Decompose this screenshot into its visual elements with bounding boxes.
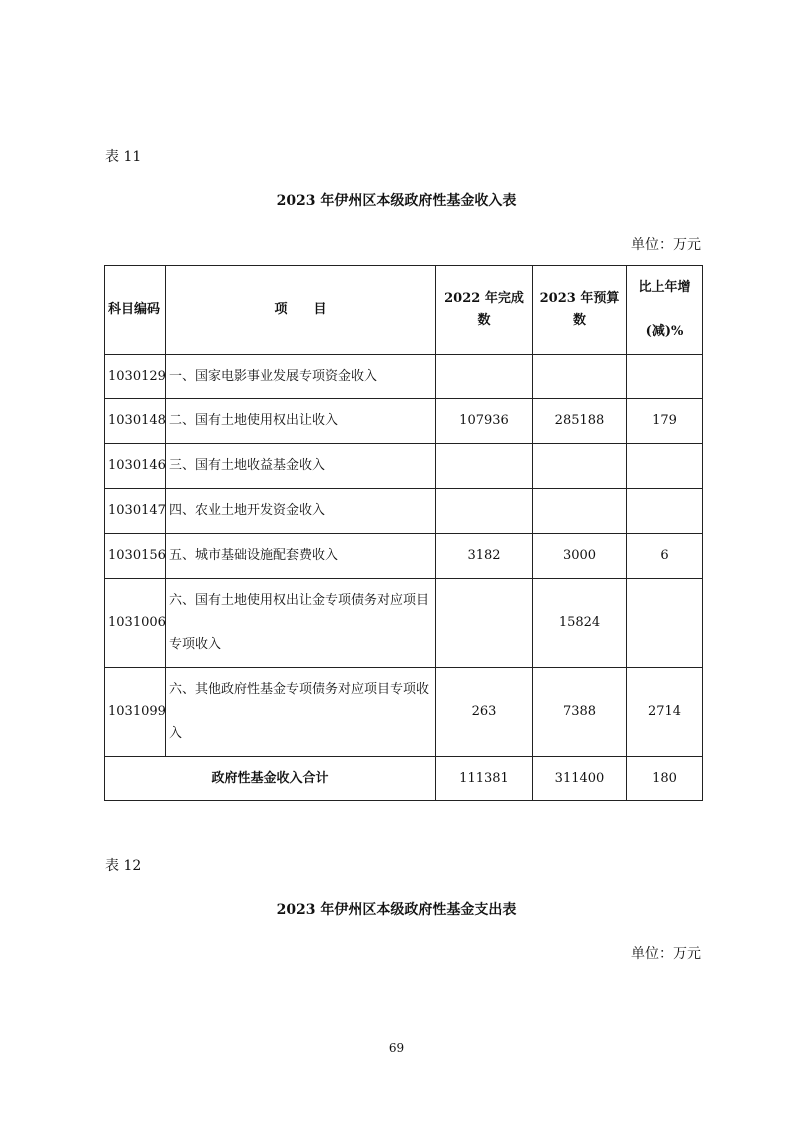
- table12-unit: 单位：万元: [631, 946, 701, 962]
- row-completed-2022: 3182: [436, 534, 533, 579]
- row-budget-2023: [533, 444, 627, 489]
- row-item: 四、农业土地开发资金收入: [166, 489, 436, 534]
- row-code: 1030148: [105, 399, 166, 444]
- table-row: [105, 668, 703, 757]
- row-change-pct: 2714: [627, 668, 703, 757]
- revenue-table: [104, 265, 703, 801]
- row-change-pct: [627, 444, 703, 489]
- row-item: 一、国家电影事业发展专项资金收入: [166, 355, 436, 399]
- header-budget-2023: 2023 年预算数: [533, 266, 627, 355]
- header-item: 项 目: [166, 266, 436, 355]
- row-code: 1030146: [105, 444, 166, 489]
- table-row: [105, 579, 703, 668]
- row-completed-2022: 263: [436, 668, 533, 757]
- total-completed-2022: 111381: [436, 757, 533, 801]
- row-budget-2023: [533, 489, 627, 534]
- row-item: 三、国有土地收益基金收入: [166, 444, 436, 489]
- page-number: 69: [388, 1041, 405, 1055]
- row-completed-2022: [436, 579, 533, 668]
- table12-title: 2023 年伊州区本级政府性基金支出表: [276, 902, 517, 918]
- row-change-pct: [627, 579, 703, 668]
- row-budget-2023: [533, 355, 627, 399]
- row-budget-2023: 285188: [533, 399, 627, 444]
- table12-label: 表 12: [105, 858, 142, 874]
- row-code: 1030129: [105, 355, 166, 399]
- table11-label: 表 11: [105, 149, 142, 165]
- table11-title: 2023 年伊州区本级政府性基金收入表: [276, 193, 517, 209]
- total-budget-2023: 311400: [533, 757, 627, 801]
- total-label: 政府性基金收入合计: [105, 757, 436, 801]
- header-row: [105, 266, 703, 355]
- row-change-pct: 6: [627, 534, 703, 579]
- row-item: 五、城市基础设施配套费收入: [166, 534, 436, 579]
- row-change-pct: [627, 355, 703, 399]
- row-completed-2022: [436, 489, 533, 534]
- total-change-pct: 180: [627, 757, 703, 801]
- row-completed-2022: [436, 444, 533, 489]
- table-row: [105, 444, 703, 489]
- row-code: 1030156: [105, 534, 166, 579]
- row-budget-2023: 3000: [533, 534, 627, 579]
- table-row: [105, 355, 703, 399]
- table-row: [105, 399, 703, 444]
- header-change-pct: 比上年增(减)%: [627, 266, 703, 355]
- row-code: 1031006: [105, 579, 166, 668]
- row-completed-2022: 107936: [436, 399, 533, 444]
- table-row: [105, 489, 703, 534]
- total-row: [105, 757, 703, 801]
- row-item: 六、国有土地使用权出让金专项债务对应项目专项收入: [166, 579, 436, 668]
- row-completed-2022: [436, 355, 533, 399]
- row-code: 1031099: [105, 668, 166, 757]
- row-budget-2023: 15824: [533, 579, 627, 668]
- table11-unit: 单位：万元: [631, 237, 701, 253]
- row-item: 六、其他政府性基金专项债务对应项目专项收入: [166, 668, 436, 757]
- row-change-pct: [627, 489, 703, 534]
- row-change-pct: 179: [627, 399, 703, 444]
- header-completed-2022: 2022 年完成数: [436, 266, 533, 355]
- row-budget-2023: 7388: [533, 668, 627, 757]
- row-code: 1030147: [105, 489, 166, 534]
- row-item: 二、国有土地使用权出让收入: [166, 399, 436, 444]
- table-row: [105, 534, 703, 579]
- header-code: 科目编码: [105, 266, 166, 355]
